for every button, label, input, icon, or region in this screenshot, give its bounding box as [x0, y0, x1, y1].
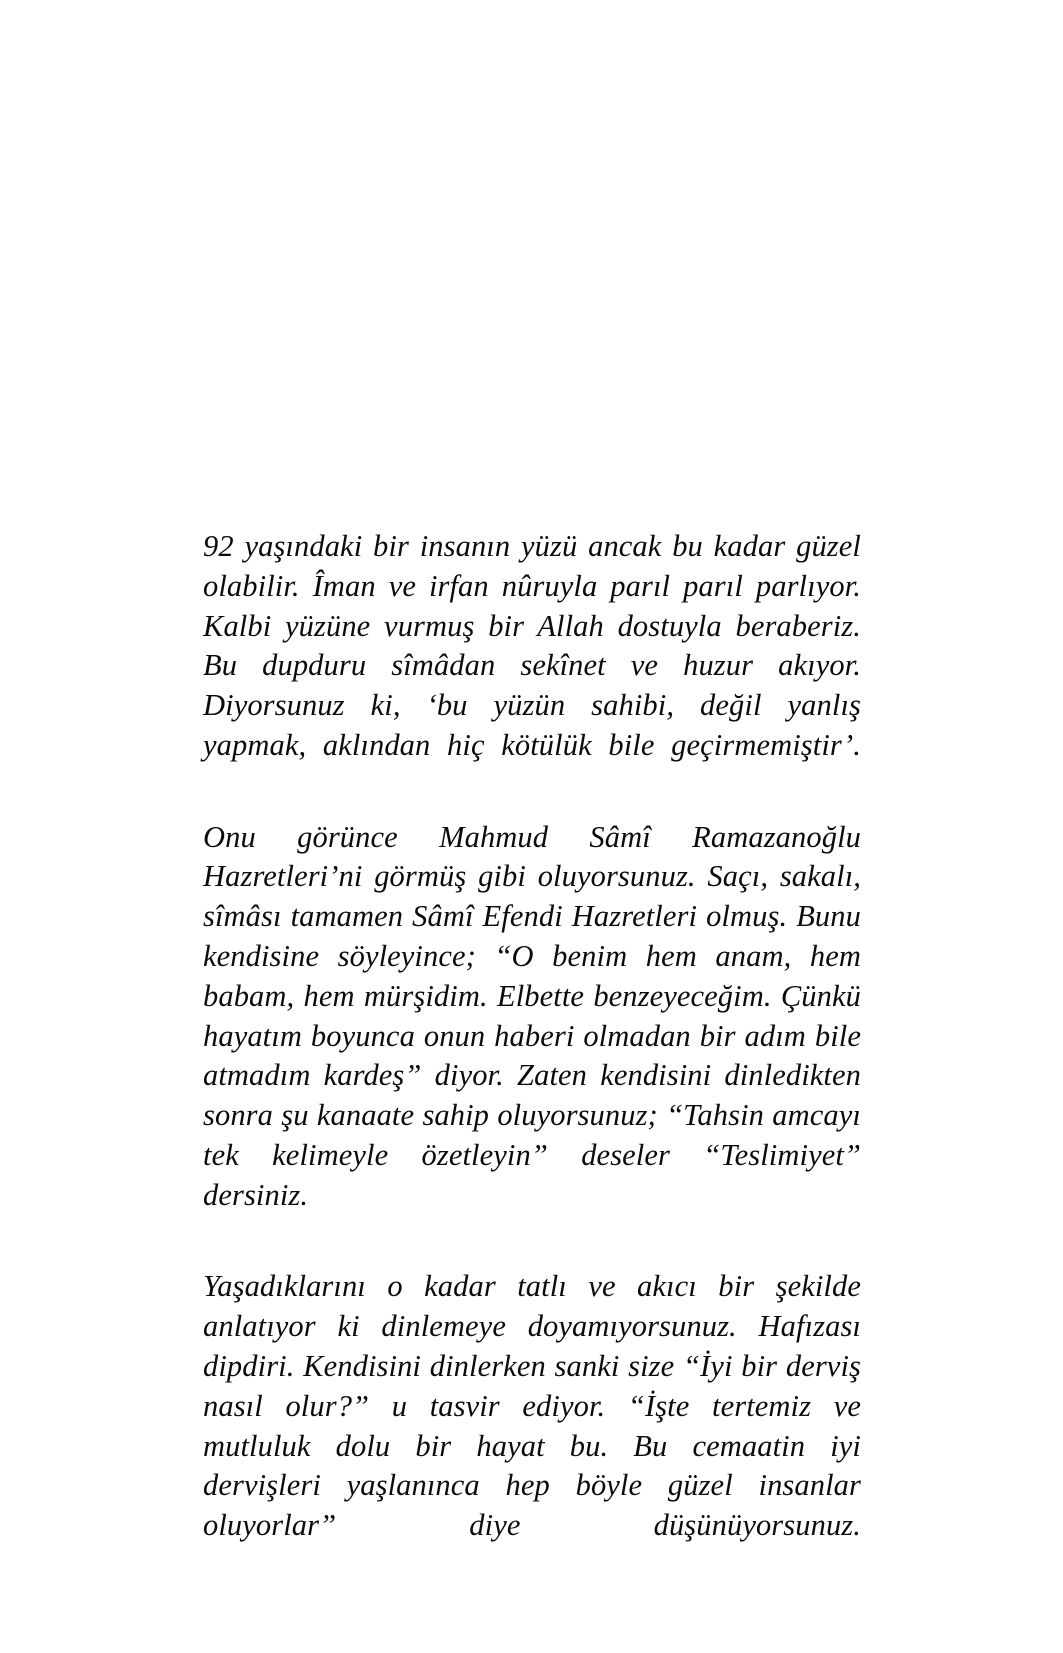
body-paragraph-2: Onu görünce Mahmud Sâmî Ramazanoğlu Hazretleri’ni görmüş gibi oluyorsunuz. Saçı, sakalı, sîmâsı tamamen Sâmî Efendi Hazretleri olmuş. Bunu kendisine söyleyince; “O benim hem anam, hem babam, hem mürşidim. Elbette benzeyeceğim. Çünkü hayatım boyunca onun haberi olmadan bir adım bile atmadım kardeş” diyor. Zaten kendisini dinledikten sonra şu kanaate sahip oluyorsunuz; “Tahsin amcayı tek kelimeyle özetleyin” deseler “Teslimiyet” dersiniz. [203, 819, 861, 1212]
page-text-block [203, 527, 861, 1586]
body-paragraph-3: Yaşadıklarını o kadar tatlı ve akıcı bir şekilde anlatıyor ki dinlemeye doyamıyorsunuz. Hafızası dipdiri. Kendisini dinlerken sanki size “İyi bir derviş nasıl olur?” u tasvir ediyor. “İşte tertemiz ve mutluluk dolu bir hayat bu. Bu cemaatin iyi dervişleri yaşlanınca hep böyle güzel insanlar oluyorlar” diye düşünüyorsunuz. [203, 1269, 861, 1543]
body-paragraph-1: 92 yaşındaki bir insanın yüzü ancak bu kadar güzel olabilir. Îman ve irfan nûruyla parıl parıl parlıyor. Kalbi yüzüne vurmuş bir Allah dostuyla beraberiz. Bu dupduru sîmâdan sekînet ve huzur akıyor. Diyorsunuz ki, ‘bu yüzün sahibi, değil yanlış yapmak, aklından hiç kötülük bile geçirmemiştir’. [203, 529, 861, 762]
